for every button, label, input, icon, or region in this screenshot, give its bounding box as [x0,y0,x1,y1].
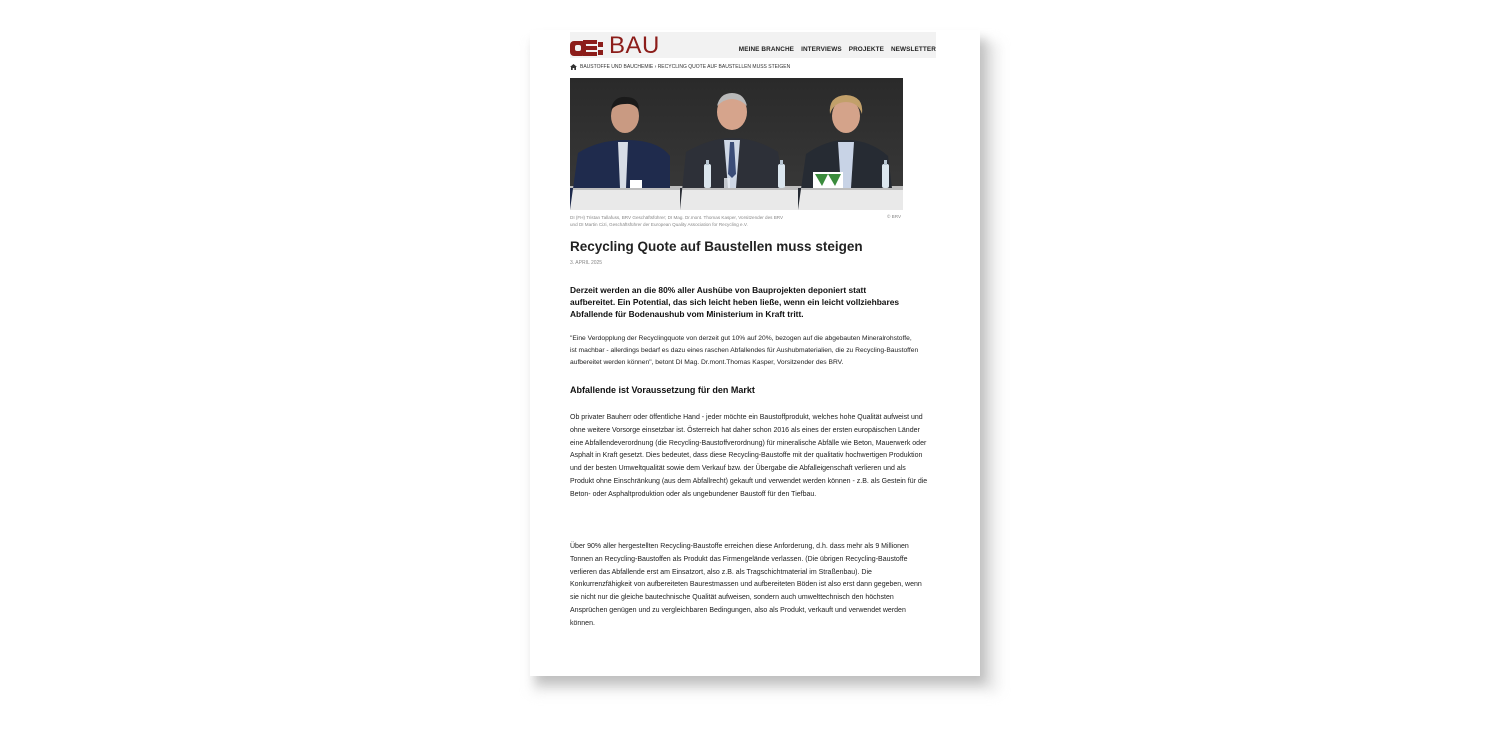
article-date: 3. APRIL 2025 [570,260,603,266]
caption-line-2: und DI Martin Cizi, Geschäftsführer der European Quality Association for Recycling e.V. [570,222,748,227]
breadcrumb [570,64,790,70]
article-quote: "Eine Verdopplung der Recyclingquote von derzeit gut 10% auf 20%, bezogen auf die abgebauten Mineralrohstoffe, ist machbar - allerdings bedarf es dazu eines raschen Abfallendes für Aushubmaterialien, die zu Recycling-Baustoffen aufbereitet werden können", betont DI Mag. Dr.mont.Thomas Kasper, Vorsitzender des BRV. [570,335,919,366]
logo-text: BAU [609,32,660,59]
article-paragraph-2: Über 90% aller hergestellten Recycling-Baustoffe erreichen diese Anforderung, d.h. dass mehr als 9 Millionen Tonnen an Recycling-Baustoffen als Produkt das Firmengelände verlassen. (Die übrigen Recycling-Baustoffe verlieren das Abfallende erst am Einsatzort, also z.B. als Tragschichtmaterial im Straßenbau). Die Konkurrenzfähigkeit von aufbereiteten Baurestmassen und aufbereiteten Böden ist also erst dann gegeben, wenn sie nicht nur die gleiche bautechnische Qualität aufweisen, sondern auch umwelttechnisch den höchsten Ansprüchen genügen und zu vergleichbaren Bedingungen, also als Produkt, verkauft und verwendet werden können. [570,543,922,627]
nav-newsletter[interactable]: NEWSLETTER [890,46,936,53]
article-photo [570,78,903,210]
article-title: Recycling Quote auf Baustellen muss steigen [570,239,863,254]
article-page [530,30,980,676]
main-nav [739,46,936,53]
photo-caption [570,214,840,228]
article-subhead: Abfallende ist Voraussetzung für den Markt [570,385,755,395]
photo-credit: © BRV [887,214,902,219]
photo-illustration [570,78,903,210]
site-logo[interactable] [570,32,660,59]
article-paragraph-1: Ob privater Bauherr oder öffentliche Hand - jeder möchte ein Baustoffprodukt, welches hohe Qualität aufweist und ohne weitere Vorsorge einsetzbar ist. Österreich hat daher schon 2016 als eines der ersten europäischen Länder eine Abfallendeverordnung (die Recycling-Baustoffverordnung) für mineralische Abfälle wie Beton, Mauerwerk oder Asphalt in Kraft gesetzt. Dies bedeutet, dass diese Recycling-Baustoffe mit der qualitativ hochwertigen Produktion und der besten Umweltqualität sowie dem Verkauf bzw. der Übergabe die Abfalleigenschaft verlieren und als Produkt ohne Einschränkung (aus dem Abfallrecht) gekauft und verwendet werden können - z.B. als Gestein für die Beton- oder Asphaltproduktion oder als ungebundener Baustoff für den Tiefbau. [570,414,928,498]
nav-meine-branche[interactable]: MEINE BRANCHE [738,46,795,53]
caption-line-1: DI (FH) Tristan Tallafuss, BRV Geschäftsführer; DI Mag. Dr.mont. Thomas Kasper, Vorsitzender des BRV [570,215,784,220]
nav-interviews[interactable]: INTERVIEWS [801,46,842,53]
breadcrumb-path[interactable]: BAUSTOFFE UND BAUCHEMIE › RECYCLING QUOTE AUF BAUSTELLEN MUSS STEIGEN [580,64,791,70]
site-header [570,32,936,58]
nav-projekte[interactable]: PROJEKTE [848,46,884,53]
home-icon[interactable] [570,64,577,70]
logo-mark-icon [570,36,606,56]
article-lead: Derzeit werden an die 80% aller Aushübe von Bauprojekten deponiert statt aufbereitet. Ein Potential, das sich leicht heben ließe, wenn ein leicht vollziehbares Abfallende für Bodenaushub vom Ministerium in Kraft tritt. [570,285,900,319]
